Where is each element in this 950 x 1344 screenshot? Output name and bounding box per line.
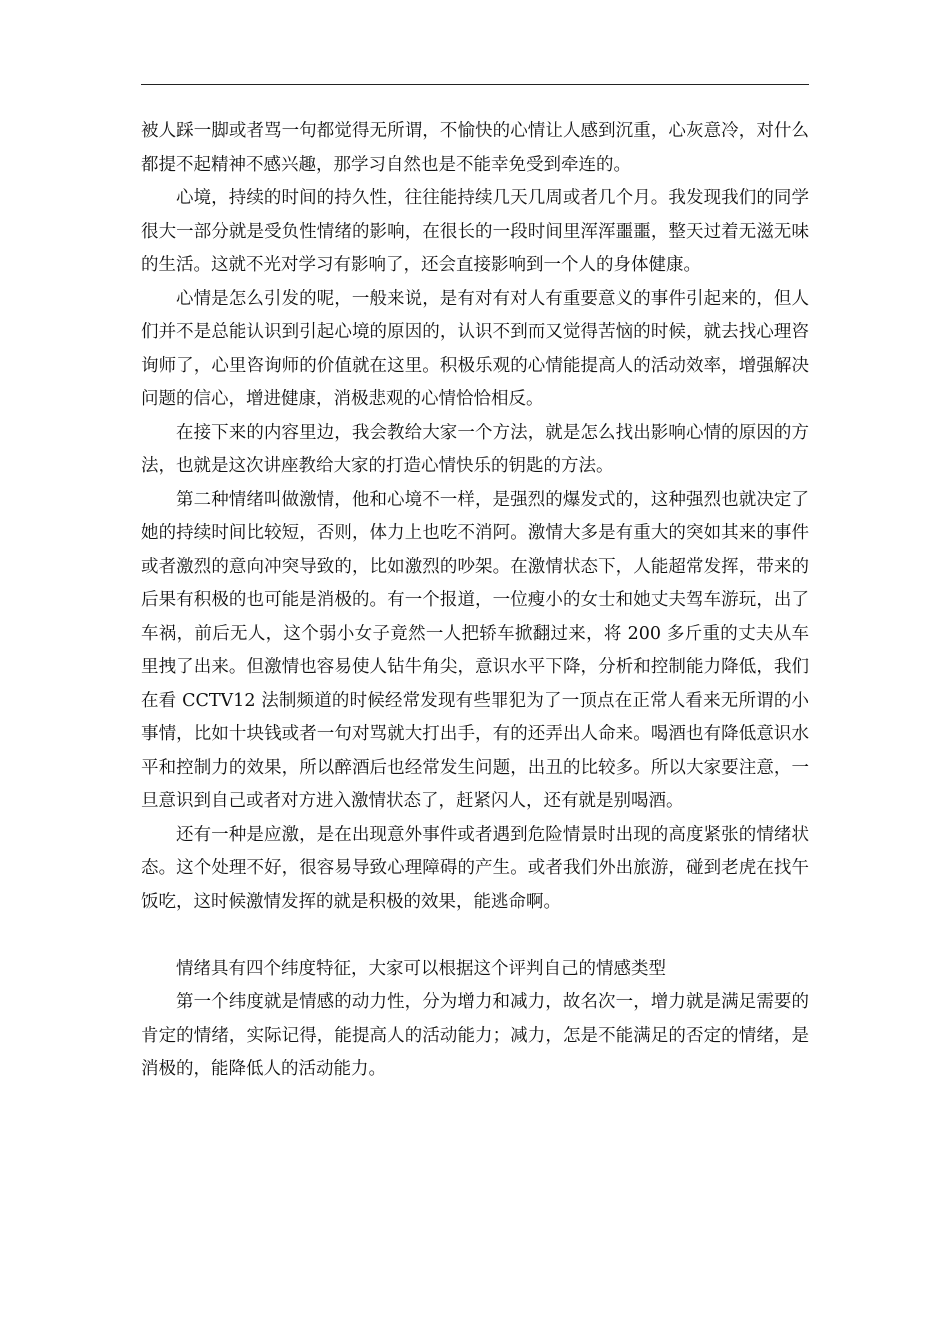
paragraph-gap: [141, 919, 809, 953]
paragraph-first-dimension: 第一个纬度就是情感的动力性，分为增力和减力，故名次一，增力就是满足需要的肯定的情绪，实际记得，能提高人的活动能力；减力，怎是不能满足的否定的情绪，是消极的，能降低人的活动能力。: [141, 992, 809, 1079]
paragraph-four-dimensions: 情绪具有四个纬度特征，大家可以根据这个评判自己的情感类型: [176, 958, 666, 979]
paragraph-stress: 还有一种是应激，是在出现意外事件或者遇到危险情景时出现的高度紧张的情绪状态。这个处理不好，很容易导致心理障碍的产生。或者我们外出旅游，碰到老虎在找午饭吃，这时候激情发挥的就是积极的效果，能逃命啊。: [141, 824, 809, 912]
paragraph-continuation: 被人踩一脚或者骂一句都觉得无所谓，不愉快的心情让人感到沉重，心灰意冷，对什么都提不起精神不感兴趣，那学习自然也是不能幸免受到牵连的。: [141, 121, 809, 175]
paragraph-mood-cause: 心情是怎么引发的呢，一般来说，是有对有对人有重要意义的事件引起来的，但人们并不是总能认识到引起心境的原因的，认识不到而又觉得苦恼的时候，就去找心理咨询师了，心里咨询师的价值就在这里。积极乐观的心情能提高人的活动效率，增强解决问题的信心，增进健康，消极悲观的心情恰恰相反。: [141, 288, 809, 409]
paragraph-passion: 第二种情绪叫做激情，他和心境不一样，是强烈的爆发式的，这种强烈也就决定了她的持续时间比较短，否则，体力上也吃不消阿。激情大多是有重大的突如其来的事件或者激烈的意向冲突导致的，比如激烈的吵架。在激情状态下，人能超常发挥，带来的后果有积极的也可能是消极的。有一个报道，一位瘦小的女士和她丈夫驾车游玩，出了车祸，前后无人，这个弱小女子竟然一人把轿车掀翻过来，将 200 多斤重的丈夫从车里拽了出来。但激情也容易使人钻牛角尖，意识水平下降，分析和控制能力降低，我们在看 CCTV12 法制频道的时候经常发现有些罪犯为了一顶点在正常人看来无所谓的小事情，比如十块钱或者一句对骂就大打出手，有的还弄出人命来。喝酒也有降低意识水平和控制力的效果，所以醉酒后也经常发生问题，出丑的比较多。所以大家要注意，一旦意识到自己或者对方进入激情状态了，赶紧闪人，还有就是别喝酒。: [141, 489, 809, 811]
paragraph-method-intro: 在接下来的内容里边，我会教给大家一个方法，就是怎么找出影响心情的原因的方法，也就是这次讲座教给大家的打造心情快乐的钥匙的方法。: [141, 422, 809, 476]
body-text: [141, 115, 809, 1087]
header-rule: [141, 84, 809, 85]
paragraph-mood-duration: 心境，持续的时间的持久性，往往能持续几天几周或者几个月。我发现我们的同学很大一部分就是受负性情绪的影响，在很长的一段时间里浑浑噩噩，整天过着无滋无味的生活。这就不光对学习有影响了，还会直接影响到一个人的身体健康。: [141, 188, 809, 275]
